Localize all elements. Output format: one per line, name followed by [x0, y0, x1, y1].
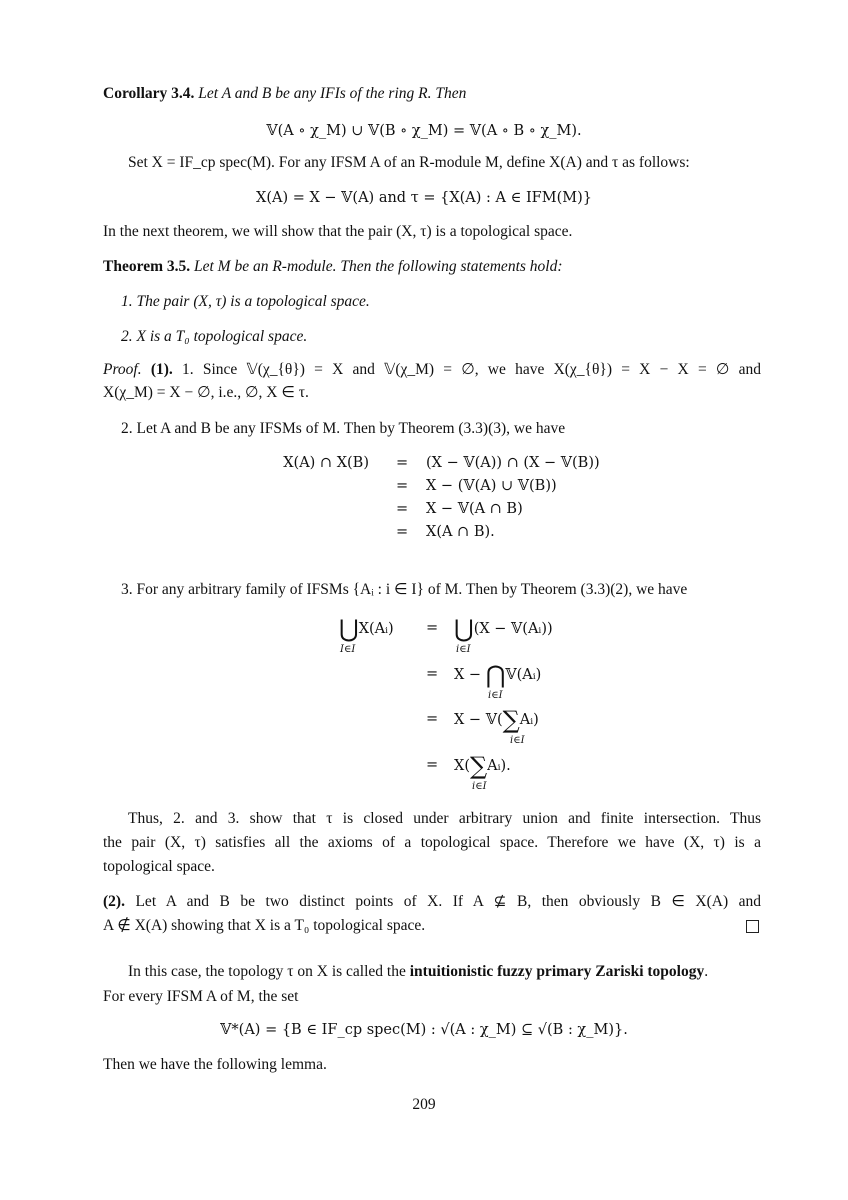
- equals-sign: =: [396, 478, 409, 494]
- closing-line-2: For every IFSM A of M, the set: [103, 988, 299, 1005]
- conclusion-line: Thus, 2. and 3. show that τ is closed under arbitrary union and finite intersection. Thus: [128, 810, 761, 827]
- defined-term: intuitionistic fuzzy primary Zariski topology: [409, 963, 705, 980]
- step2-row: X − 𝕍(A ∩ B): [426, 501, 523, 517]
- step3-lhs: [339, 617, 394, 641]
- row-body: Aᵢ): [519, 712, 539, 728]
- proof-step2-intro: 2. Let A and B be any IFSMs of M. Then by Theorem (3.3)(3), we have: [121, 420, 566, 437]
- proof-step1-line2: X(χ_M) = X − ∅, i.e., ∅, X ∈ τ.: [103, 384, 309, 401]
- step2-row: X − (𝕍(A) ∪ 𝕍(B)): [426, 478, 557, 494]
- closing-equation: 𝕍*(A) = {B ∈ IF_cp spec(M) : √(A : χ_M) ⊆ √(B : χ_M)}.: [220, 1022, 628, 1038]
- closing-line-1: [128, 962, 708, 982]
- proof-part1-label: (1).: [150, 361, 173, 378]
- setup-line-2: In the next theorem, we will show that the pair (X, τ) is a topological space.: [103, 223, 573, 240]
- proof-step3-intro: 3. For any arbitrary family of IFSMs {Aᵢ : i ∈ I} of M. Then by Theorem (3.3)(2), we have: [121, 581, 688, 598]
- row-prefix: X − 𝕍(: [454, 712, 503, 728]
- step2-row: X(A ∩ B).: [426, 524, 495, 540]
- step3-row: [454, 708, 539, 732]
- union-operator: ⋃: [454, 615, 474, 643]
- step3-row: [454, 617, 553, 641]
- step3-lhs-index: I∈I: [340, 644, 356, 655]
- closing-line-3: Then we have the following lemma.: [103, 1056, 327, 1073]
- page-number: 209: [412, 1096, 436, 1113]
- corollary-text: Let A and B be any IFIs of the ring R. Then: [198, 85, 467, 102]
- row-index: i∈I: [472, 781, 487, 792]
- sum-operator: ∑: [469, 752, 488, 780]
- conclusion-line: topological space.: [103, 858, 215, 875]
- theorem-text: Let M be an R-module. Then the following statements hold:: [193, 258, 563, 275]
- step3-row: [454, 754, 511, 778]
- proof-step1-line1: [103, 360, 761, 380]
- union-operator: ⋃: [339, 615, 359, 643]
- closing-period: .: [704, 963, 709, 980]
- intersection-operator: ⋂: [485, 661, 506, 689]
- qed-box: [746, 920, 759, 933]
- corollary-equation: 𝕍(A ∘ χ_M) ∪ 𝕍(B ∘ χ_M) = 𝕍(A ∘ B ∘ χ_M).: [266, 123, 582, 139]
- equals-sign: =: [396, 524, 409, 540]
- proof-part2-label: (2).: [103, 893, 125, 910]
- equals-sign: =: [396, 455, 409, 471]
- proof-part2-line1: [103, 892, 761, 912]
- closing-text: In this case, the topology τ on X is called the: [128, 963, 406, 980]
- proof-part2-line2: A ∉ X(A) showing that X is a T₀ topological space.: [103, 917, 426, 934]
- row-body: 𝕍(Aᵢ): [505, 667, 542, 683]
- step2-lhs: X(A) ∩ X(B): [283, 455, 369, 471]
- row-body: (X − 𝕍(Aᵢ)): [473, 621, 553, 637]
- step2-row: (X − 𝕍(A)) ∩ (X − 𝕍(B)): [426, 455, 600, 471]
- setup-line: Set X = IF_cp spec(M). For any IFSM A of an R-module M, define X(A) and τ as follows:: [128, 154, 690, 171]
- row-index: i∈I: [456, 644, 471, 655]
- setup-equation: X(A) = X − 𝕍(A) and τ = {X(A) : A ∈ IFM(M)}: [256, 190, 592, 206]
- equals-sign: =: [426, 757, 439, 773]
- proof-label: Proof.: [103, 361, 142, 378]
- equals-sign: =: [426, 620, 439, 636]
- theorem-label: Theorem 3.5.: [103, 258, 191, 275]
- proof-part2-text: Let A and B be two distinct points of X. If A ⊈ B, then obviously B ∈ X(A) and: [135, 893, 762, 910]
- equals-sign: =: [396, 501, 409, 517]
- theorem-statement: [103, 257, 563, 277]
- corollary-label: Corollary 3.4.: [103, 85, 195, 102]
- corollary-statement: [103, 84, 466, 104]
- proof-step1-text: 1. Since 𝕍(χ_{θ}) = X and 𝕍(χ_M) = ∅, we have X(χ_{θ}) = X − X = ∅ and: [182, 361, 762, 378]
- row-prefix: X −: [454, 667, 486, 683]
- equals-sign: =: [426, 711, 439, 727]
- conclusion-line: the pair (X, τ) satisfies all the axioms of a topological space. Therefore we have (X, τ) is a: [103, 834, 761, 851]
- theorem-item-1: 1. The pair (X, τ) is a topological space.: [121, 293, 370, 310]
- row-index: i∈I: [488, 690, 503, 701]
- step3-row: [454, 663, 541, 687]
- row-index: i∈I: [510, 735, 525, 746]
- row-body: Aᵢ).: [487, 758, 511, 774]
- equals-sign: =: [426, 666, 439, 682]
- theorem-item-2: 2. X is a T₀ topological space.: [121, 328, 308, 345]
- step3-lhs-body: X(Aᵢ): [358, 621, 394, 637]
- row-prefix: X(: [454, 758, 470, 774]
- sum-operator: ∑: [502, 706, 520, 734]
